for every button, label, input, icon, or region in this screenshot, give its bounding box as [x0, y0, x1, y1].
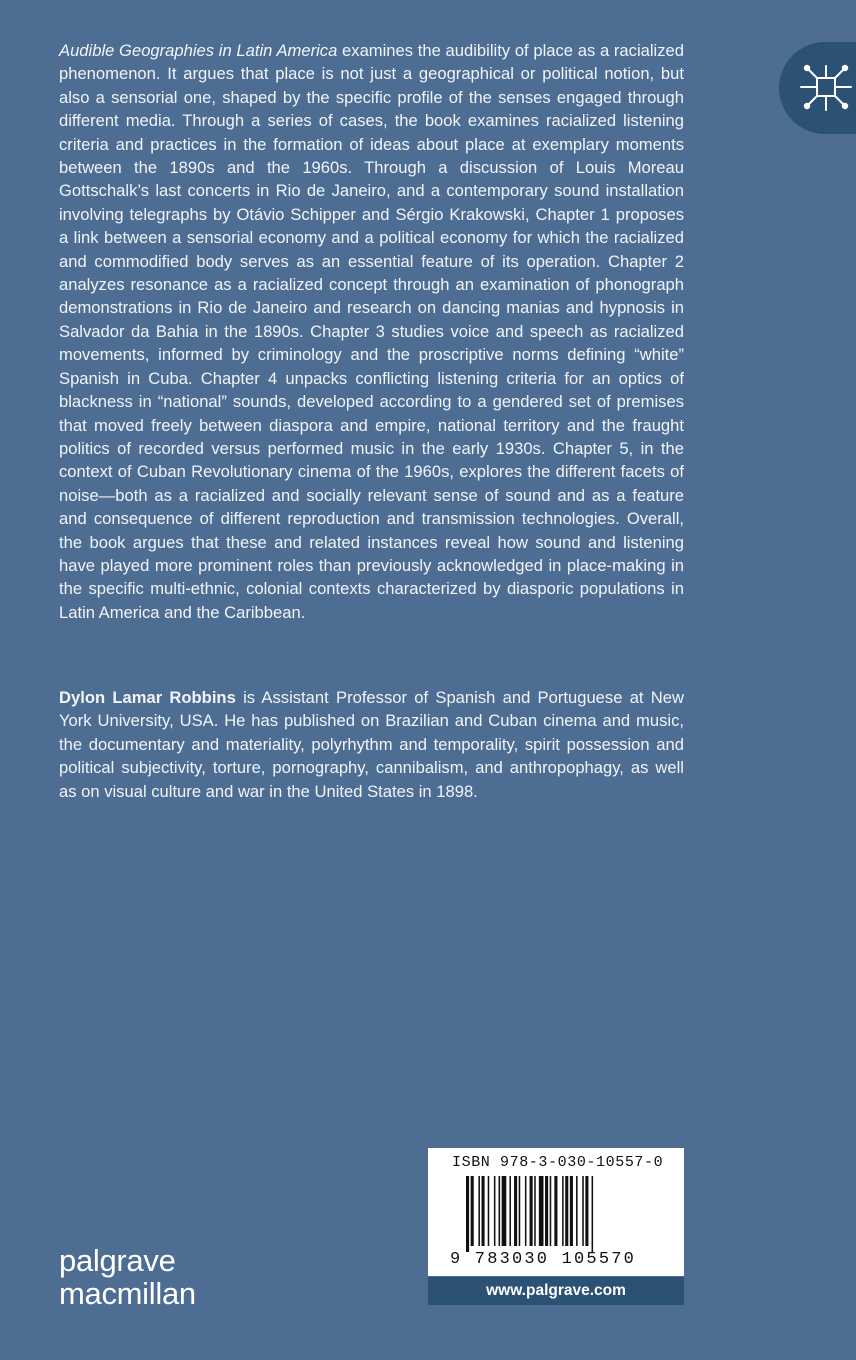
palgrave-colophon-icon: [793, 62, 856, 114]
back-cover-blurb: [59, 39, 684, 624]
publisher-wordmark: [59, 1244, 196, 1310]
author-name: Dylon Lamar Robbins: [59, 688, 236, 707]
isbn-digits: 9 783030 105570: [450, 1250, 637, 1269]
publisher-website: www.palgrave.com: [428, 1277, 684, 1305]
book-title: Audible Geographies in Latin America: [59, 41, 338, 60]
publisher-name-line1: palgrave: [59, 1243, 176, 1278]
barcode-icon: [466, 1176, 662, 1252]
author-bio: [59, 686, 684, 803]
publisher-name-line2: macmillan: [59, 1276, 196, 1311]
blurb-text: examines the audibility of place as a racialized phenomenon. It argues that place is not just a geographical or political notion, but also a sensorial one, shaped by the specific profile of the senses engaged through different media. Through a series of cases, the book examines racialized listening criteria and practices in the formation of ideas about place at exemplary moments between the 1890s and the 1960s. Through a discussion of Louis Moreau Gottschalk’s last concerts in Rio de Janeiro, and a contemporary sound installation involving telegraphs by Otávio Schipper and Sérgio Krakowski, Chapter 1 proposes a link between a sensorial economy and a political economy for which the racialized and commodified body serves as an essential feature of its operation. Chapter 2 analyzes resonance as a racialized concept through an examination of phonograph demonstrations in Rio de Janeiro and research on dancing manias and hypnosis in Salvador da Bahia in the 1890s. Chapter 3 studies voice and speech as racialized movements, informed by criminology and the proscriptive norms defining “white” Spanish in Cuba. Chapter 4 unpacks conflicting listening criteria for an optics of blackness in “national” sounds, developed according to a gendered set of premises that moved freely between diaspora and empire, national territory and the fraught politics of recorded versus performed music in the early 1930s. Chapter 5, in the context of Cuban Revolutionary cinema of the 1960s, explores the different facets of noise—both as a racialized and socially relevant sense of sound and as a feature and consequence of different reproduction and transmission technologies. Overall, the book argues that these and related instances reveal how sound and listening have played more prominent roles than previously acknowledged in place-making in the specific multi-ethnic, colonial contexts characterized by diasporic populations in Latin America and the Caribbean.: [59, 41, 684, 622]
isbn-label: ISBN 978-3-030-10557-0: [452, 1154, 664, 1171]
author-bio-text: is Assistant Professor of Spanish and Portuguese at New York University, USA. He has published on Brazilian and Cuban cinema and music, the documentary and materiality, polyrhythm and temporality, spirit possession and political subjectivity, torture, pornography, cannibalism, and anthropophagy, as well as on visual culture and war in the United States in 1898.: [59, 688, 684, 801]
isbn-barcode-box: [428, 1148, 684, 1276]
publisher-logo-tab: [779, 42, 856, 134]
